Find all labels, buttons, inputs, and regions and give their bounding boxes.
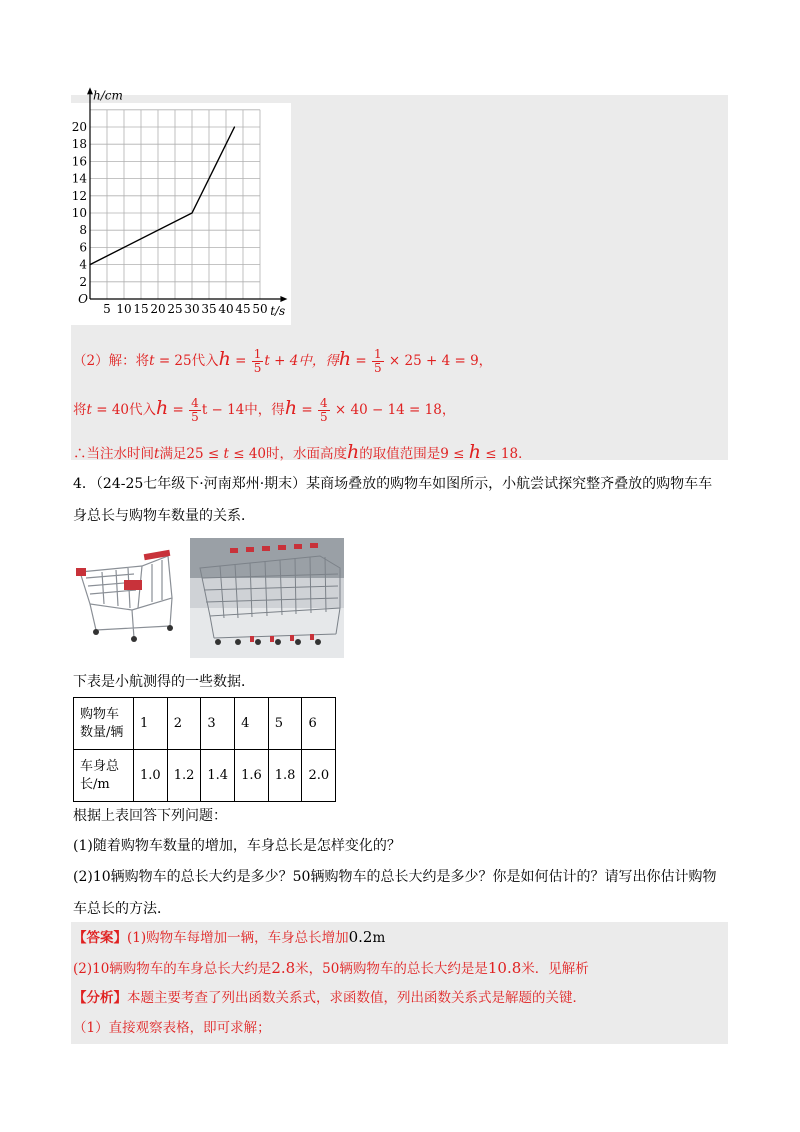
table-header-cell: 车身总 长/m (74, 750, 134, 802)
table-cell: 5 (268, 698, 302, 750)
answer-line-2: (2)10辆购物车的车身总长大约是2.8米，50辆购物车的总长大约是是10.8米．见解析 (73, 959, 589, 977)
y-tick-label: 14 (71, 171, 87, 186)
table-cell: 6 (302, 698, 336, 750)
x-tick-label: 10 (116, 302, 132, 316)
fraction: $\frac{1}{5}$ (253, 347, 262, 375)
x-tick-label: 40 (218, 302, 234, 316)
analysis-step-1: （1）直接观察表格，即可求解； (73, 1020, 271, 1036)
table-cell: 1.4 (201, 750, 235, 802)
solution-line-2: 将t = 40代入h = $\frac{4}{5}$ t − 14中，得h = $\frac{4}{5}$ × 40 − 14 = 18， (73, 396, 456, 424)
solution-line-3: ∴当注水时间t满足25 ≤ t ≤ 40时，水面高度h的取值范围是9 ≤ h ≤ 18． (73, 441, 532, 463)
x-tick-label: 15 (133, 302, 149, 316)
y-tick-label: 18 (71, 137, 87, 152)
analysis-line: 【分析】本题主要考查了列出函数关系式，求函数值，列出函数关系式是解题的关键． (73, 990, 586, 1006)
water-height-chart (71, 88, 293, 325)
x-tick-label: 25 (167, 302, 183, 316)
series-point (89, 264, 90, 265)
y-tick-label: 2 (79, 274, 87, 289)
table-cell: 1.2 (167, 750, 201, 802)
y-tick-label: 4 (79, 257, 87, 272)
answer-line-1: 【答案】(1)购物车每增加一辆，车身总长增加0.2m (73, 928, 386, 946)
x-tick-label: 50 (252, 302, 268, 316)
table-cell: 3 (201, 698, 235, 750)
x-tick-label: 20 (150, 302, 166, 316)
y-tick-label: 20 (71, 120, 87, 134)
table-intro: 下表是小航测得的一些数据． (73, 674, 255, 690)
table-cell: 4 (235, 698, 269, 750)
question-part-2-line-1: (2)10辆购物车的总长大约是多少？50辆购物车的总长大约是多少？你是如何估计的？请写出你估计购物 (73, 869, 717, 885)
solution-line-1: （2）解：将t = 25代入h = $\frac{1}{5}$ t + 4中，得h = $\frac{1}{5}$ × 25 + 4 = 9， (73, 347, 493, 375)
series-point (234, 126, 235, 127)
table-cell: 1.0 (134, 750, 168, 802)
cart-data-table (73, 697, 336, 802)
table-cell: 1.6 (235, 750, 269, 802)
x-tick-label: 45 (235, 302, 251, 316)
fraction: $\frac{4}{5}$ (191, 396, 199, 424)
x-axis-label: t/s (270, 304, 286, 318)
y-tick-label: 6 (79, 240, 87, 255)
question-part-1: (1)随着购物车数量的增加，车身总长是怎样变化的？ (73, 838, 401, 854)
series-point (191, 212, 192, 213)
y-axis-label: h/cm (93, 88, 123, 103)
single-cart-photo (72, 538, 184, 646)
fraction: $\frac{4}{5}$ (319, 396, 328, 424)
question-4-line-2: 身总长与购物车数量的关系． (73, 508, 255, 524)
analysis-tag: 【分析】 (73, 990, 127, 1006)
answer-tag: 【答案】 (73, 930, 127, 946)
stacked-carts-photo (190, 538, 344, 658)
table-row (74, 698, 336, 750)
table-cell: 1 (134, 698, 168, 750)
y-tick-label: 10 (71, 206, 87, 220)
table-row (74, 750, 336, 802)
fraction: $\frac{1}{5}$ (373, 347, 382, 375)
table-cell: 1.8 (268, 750, 302, 802)
y-tick-label: 12 (71, 188, 87, 203)
y-tick-label: 16 (71, 154, 87, 169)
table-cell: 2.0 (302, 750, 336, 802)
x-tick-label: 5 (103, 302, 111, 316)
question-prompt: 根据上表回答下列问题： (73, 808, 227, 824)
table-header-cell: 购物车 数量/辆 (74, 698, 134, 750)
question-4-line-1: 4．（24-25七年级下·河南郑州·期末）某商场叠放的购物车如图所示，小航尝试探究整齐叠放的购物车车 (73, 476, 713, 492)
question-part-2-line-2: 车总长的方法． (73, 901, 171, 917)
x-tick-label: 35 (201, 302, 217, 316)
y-tick-label: 8 (79, 223, 87, 238)
origin-label: O (78, 292, 88, 306)
table-cell: 2 (167, 698, 201, 750)
x-tick-label: 30 (184, 302, 200, 316)
